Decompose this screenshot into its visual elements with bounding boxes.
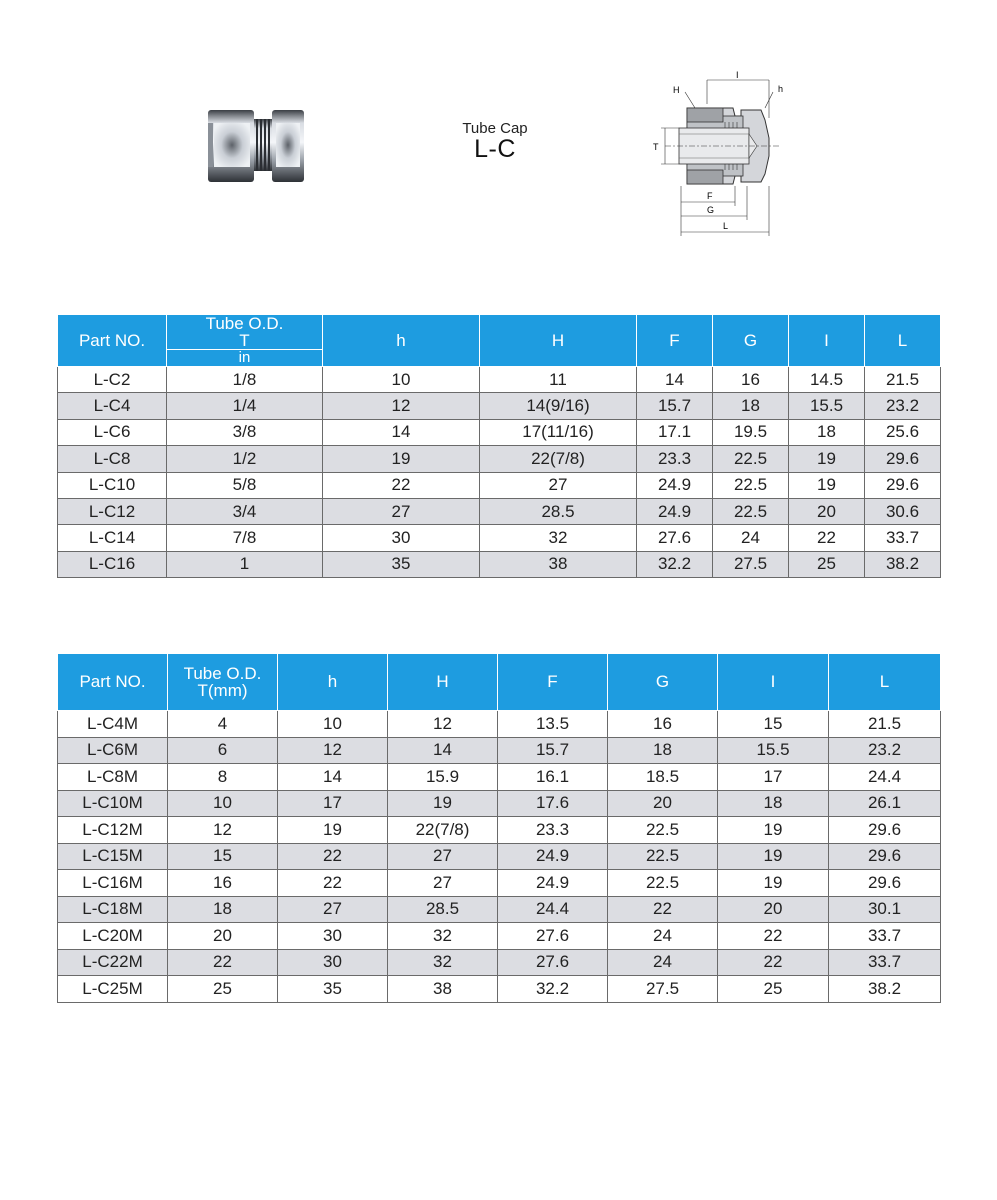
table-row bbox=[58, 817, 941, 844]
table-cell: 26.1 bbox=[829, 790, 941, 817]
table-cell: 38.2 bbox=[829, 976, 941, 1003]
table-cell: 15.9 bbox=[388, 764, 498, 791]
table-cell: 29.6 bbox=[829, 870, 941, 897]
part-number-cell: L-C15M bbox=[58, 843, 168, 870]
table-cell: 19 bbox=[323, 446, 480, 472]
table-row bbox=[58, 367, 941, 393]
table-cell: 29.6 bbox=[865, 446, 941, 472]
header-G: G bbox=[713, 315, 789, 367]
table-cell: 30 bbox=[278, 949, 388, 976]
table-cell: 22 bbox=[608, 896, 718, 923]
table-cell: 3/4 bbox=[167, 498, 323, 524]
table-row bbox=[58, 976, 941, 1003]
drawing-label-h: h bbox=[778, 84, 784, 94]
table-row bbox=[58, 870, 941, 897]
table-cell: 32 bbox=[388, 923, 498, 950]
table-cell: 33.7 bbox=[829, 949, 941, 976]
table-cell: 7/8 bbox=[167, 525, 323, 551]
part-number-cell: L-C8M bbox=[58, 764, 168, 791]
table-cell: 25 bbox=[168, 976, 278, 1003]
table-cell: 19 bbox=[718, 843, 829, 870]
table-cell: 13.5 bbox=[498, 711, 608, 738]
table-row bbox=[58, 446, 941, 472]
table-cell: 4 bbox=[168, 711, 278, 738]
part-number-cell: L-C12M bbox=[58, 817, 168, 844]
table-cell: 22 bbox=[278, 843, 388, 870]
part-number-cell: L-C22M bbox=[58, 949, 168, 976]
header-tube-od-line1: Tube O.D. bbox=[205, 314, 284, 333]
table-header-row bbox=[58, 315, 941, 350]
table-cell: 30 bbox=[323, 525, 480, 551]
table-cell: 1/2 bbox=[167, 446, 323, 472]
table-cell: 20 bbox=[168, 923, 278, 950]
table-cell: 16.1 bbox=[498, 764, 608, 791]
product-code: L-C bbox=[474, 135, 516, 163]
table-cell: 24.9 bbox=[637, 498, 713, 524]
table-cell: 8 bbox=[168, 764, 278, 791]
table-cell: 32 bbox=[480, 525, 637, 551]
part-number-cell: L-C10 bbox=[58, 472, 167, 498]
table-cell: 38 bbox=[388, 976, 498, 1003]
table-row bbox=[58, 923, 941, 950]
table-cell: 18 bbox=[168, 896, 278, 923]
table-cell: 18 bbox=[789, 419, 865, 445]
header-unit-in: in bbox=[167, 350, 323, 367]
table-cell: 25 bbox=[789, 551, 865, 577]
table-cell: 21.5 bbox=[829, 711, 941, 738]
table-cell: 16 bbox=[608, 711, 718, 738]
table-cell: 33.7 bbox=[829, 923, 941, 950]
product-photo bbox=[200, 105, 310, 185]
table-cell: 14.5 bbox=[789, 367, 865, 393]
drawing-label-T: T bbox=[653, 142, 659, 152]
table-cell: 25 bbox=[718, 976, 829, 1003]
table-row bbox=[58, 764, 941, 791]
header-tube-od bbox=[167, 315, 323, 350]
table-cell: 20 bbox=[608, 790, 718, 817]
table-cell: 19 bbox=[718, 870, 829, 897]
header-h: h bbox=[278, 654, 388, 711]
table-cell: 22 bbox=[323, 472, 480, 498]
table-cell: 27.5 bbox=[608, 976, 718, 1003]
table-cell: 38 bbox=[480, 551, 637, 577]
technical-drawing bbox=[645, 68, 795, 240]
table-cell: 19 bbox=[388, 790, 498, 817]
table-cell: 19.5 bbox=[713, 419, 789, 445]
table-cell: 35 bbox=[323, 551, 480, 577]
table-row bbox=[58, 498, 941, 524]
table-cell: 25.6 bbox=[865, 419, 941, 445]
table-cell: 10 bbox=[323, 367, 480, 393]
table-cell: 12 bbox=[323, 393, 480, 419]
header-L: L bbox=[829, 654, 941, 711]
table-cell: 24.9 bbox=[637, 472, 713, 498]
table-row bbox=[58, 419, 941, 445]
table-cell: 16 bbox=[713, 367, 789, 393]
table-cell: 22 bbox=[718, 923, 829, 950]
table-cell: 30 bbox=[278, 923, 388, 950]
table-cell: 14 bbox=[637, 367, 713, 393]
table-cell: 32.2 bbox=[637, 551, 713, 577]
table-cell: 23.3 bbox=[498, 817, 608, 844]
header-H: H bbox=[388, 654, 498, 711]
drawing-label-L: L bbox=[723, 221, 729, 231]
part-number-cell: L-C16 bbox=[58, 551, 167, 577]
table-cell: 27 bbox=[323, 498, 480, 524]
table-cell: 27 bbox=[278, 896, 388, 923]
table-cell: 19 bbox=[278, 817, 388, 844]
table-cell: 27 bbox=[388, 843, 498, 870]
drawing-label-I: I bbox=[736, 70, 739, 80]
table-cell: 24 bbox=[608, 923, 718, 950]
table-cell: 24.4 bbox=[498, 896, 608, 923]
table-cell: 12 bbox=[388, 711, 498, 738]
table-cell: 3/8 bbox=[167, 419, 323, 445]
part-number-cell: L-C14 bbox=[58, 525, 167, 551]
header-H: H bbox=[480, 315, 637, 367]
drawing-label-H: H bbox=[673, 85, 680, 95]
table-row bbox=[58, 525, 941, 551]
part-number-cell: L-C8 bbox=[58, 446, 167, 472]
table-cell: 15.7 bbox=[637, 393, 713, 419]
table-cell: 23.2 bbox=[829, 737, 941, 764]
table-cell: 10 bbox=[168, 790, 278, 817]
table-cell: 22 bbox=[168, 949, 278, 976]
part-number-cell: L-C16M bbox=[58, 870, 168, 897]
table-cell: 24.4 bbox=[829, 764, 941, 791]
table-cell: 27 bbox=[480, 472, 637, 498]
table-cell: 33.7 bbox=[865, 525, 941, 551]
table-cell: 22(7/8) bbox=[480, 446, 637, 472]
table-cell: 23.2 bbox=[865, 393, 941, 419]
table-cell: 1 bbox=[167, 551, 323, 577]
table-cell: 22 bbox=[718, 949, 829, 976]
table-row bbox=[58, 737, 941, 764]
table-cell: 29.6 bbox=[829, 817, 941, 844]
table-row bbox=[58, 896, 941, 923]
table-cell: 14(9/16) bbox=[480, 393, 637, 419]
drawing-label-G: G bbox=[707, 205, 715, 215]
table-cell: 19 bbox=[718, 817, 829, 844]
table-cell: 17(11/16) bbox=[480, 419, 637, 445]
table-cell: 22.5 bbox=[713, 498, 789, 524]
table-row bbox=[58, 551, 941, 577]
table-cell: 29.6 bbox=[865, 472, 941, 498]
part-number-cell: L-C18M bbox=[58, 896, 168, 923]
table-cell: 24 bbox=[713, 525, 789, 551]
table-row bbox=[58, 949, 941, 976]
table-cell: 22.5 bbox=[608, 817, 718, 844]
table-cell: 17.1 bbox=[637, 419, 713, 445]
product-title-block bbox=[430, 120, 560, 164]
part-number-cell: L-C25M bbox=[58, 976, 168, 1003]
header-I: I bbox=[789, 315, 865, 367]
table-cell: 15.5 bbox=[789, 393, 865, 419]
metric-size-table bbox=[57, 653, 941, 1003]
table-cell: 29.6 bbox=[829, 843, 941, 870]
table-cell: 17.6 bbox=[498, 790, 608, 817]
table-cell: 27 bbox=[388, 870, 498, 897]
drawing-label-F: F bbox=[707, 191, 713, 201]
header-G: G bbox=[608, 654, 718, 711]
table-cell: 1/4 bbox=[167, 393, 323, 419]
header-F: F bbox=[498, 654, 608, 711]
table-cell: 22.5 bbox=[608, 870, 718, 897]
table-cell: 27.6 bbox=[637, 525, 713, 551]
table-cell: 15 bbox=[718, 711, 829, 738]
table-cell: 30.6 bbox=[865, 498, 941, 524]
part-number-cell: L-C6M bbox=[58, 737, 168, 764]
part-number-cell: L-C4M bbox=[58, 711, 168, 738]
table-cell: 20 bbox=[789, 498, 865, 524]
table-cell: 10 bbox=[278, 711, 388, 738]
table-cell: 22.5 bbox=[608, 843, 718, 870]
table-cell: 17 bbox=[718, 764, 829, 791]
inch-size-table bbox=[57, 314, 941, 578]
table-cell: 38.2 bbox=[865, 551, 941, 577]
table-cell: 11 bbox=[480, 367, 637, 393]
table-cell: 22.5 bbox=[713, 446, 789, 472]
header-L: L bbox=[865, 315, 941, 367]
table-cell: 5/8 bbox=[167, 472, 323, 498]
table-row bbox=[58, 472, 941, 498]
table-cell: 27.5 bbox=[713, 551, 789, 577]
table-cell: 24 bbox=[608, 949, 718, 976]
part-number-cell: L-C20M bbox=[58, 923, 168, 950]
table-cell: 24.9 bbox=[498, 870, 608, 897]
table-row bbox=[58, 790, 941, 817]
table-cell: 28.5 bbox=[388, 896, 498, 923]
table-cell: 12 bbox=[168, 817, 278, 844]
table-cell: 18.5 bbox=[608, 764, 718, 791]
header-tube-od bbox=[168, 654, 278, 711]
table-cell: 32 bbox=[388, 949, 498, 976]
table-cell: 22 bbox=[278, 870, 388, 897]
header-I: I bbox=[718, 654, 829, 711]
table-cell: 14 bbox=[323, 419, 480, 445]
table-header-row bbox=[58, 654, 941, 711]
table-row bbox=[58, 393, 941, 419]
table-cell: 18 bbox=[713, 393, 789, 419]
table-cell: 15.7 bbox=[498, 737, 608, 764]
table-cell: 17 bbox=[278, 790, 388, 817]
header-F: F bbox=[637, 315, 713, 367]
table-cell: 15.5 bbox=[718, 737, 829, 764]
header-tube-od-line2: T bbox=[239, 331, 250, 350]
part-number-cell: L-C4 bbox=[58, 393, 167, 419]
product-name: Tube Cap bbox=[462, 120, 528, 137]
header-tube-od-line2: T(mm) bbox=[197, 681, 248, 700]
table-cell: 32.2 bbox=[498, 976, 608, 1003]
table-cell: 14 bbox=[388, 737, 498, 764]
table-cell: 12 bbox=[278, 737, 388, 764]
header-h: h bbox=[323, 315, 480, 367]
table-cell: 21.5 bbox=[865, 367, 941, 393]
table-cell: 19 bbox=[789, 446, 865, 472]
table-cell: 15 bbox=[168, 843, 278, 870]
table-cell: 20 bbox=[718, 896, 829, 923]
table-cell: 22.5 bbox=[713, 472, 789, 498]
table-cell: 24.9 bbox=[498, 843, 608, 870]
table-row bbox=[58, 711, 941, 738]
table-cell: 27.6 bbox=[498, 949, 608, 976]
table-cell: 18 bbox=[608, 737, 718, 764]
part-number-cell: L-C10M bbox=[58, 790, 168, 817]
table-cell: 1/8 bbox=[167, 367, 323, 393]
table-cell: 27.6 bbox=[498, 923, 608, 950]
table-cell: 6 bbox=[168, 737, 278, 764]
table-cell: 23.3 bbox=[637, 446, 713, 472]
part-number-cell: L-C6 bbox=[58, 419, 167, 445]
header-part-no: Part NO. bbox=[58, 315, 167, 367]
table-cell: 35 bbox=[278, 976, 388, 1003]
header-part-no: Part NO. bbox=[58, 654, 168, 711]
table-cell: 14 bbox=[278, 764, 388, 791]
table-cell: 18 bbox=[718, 790, 829, 817]
table-row bbox=[58, 843, 941, 870]
table-cell: 22(7/8) bbox=[388, 817, 498, 844]
part-number-cell: L-C12 bbox=[58, 498, 167, 524]
header-tube-od-line1: Tube O.D. bbox=[183, 664, 262, 683]
table-cell: 30.1 bbox=[829, 896, 941, 923]
part-number-cell: L-C2 bbox=[58, 367, 167, 393]
table-cell: 16 bbox=[168, 870, 278, 897]
table-cell: 28.5 bbox=[480, 498, 637, 524]
table-cell: 19 bbox=[789, 472, 865, 498]
table-cell: 22 bbox=[789, 525, 865, 551]
